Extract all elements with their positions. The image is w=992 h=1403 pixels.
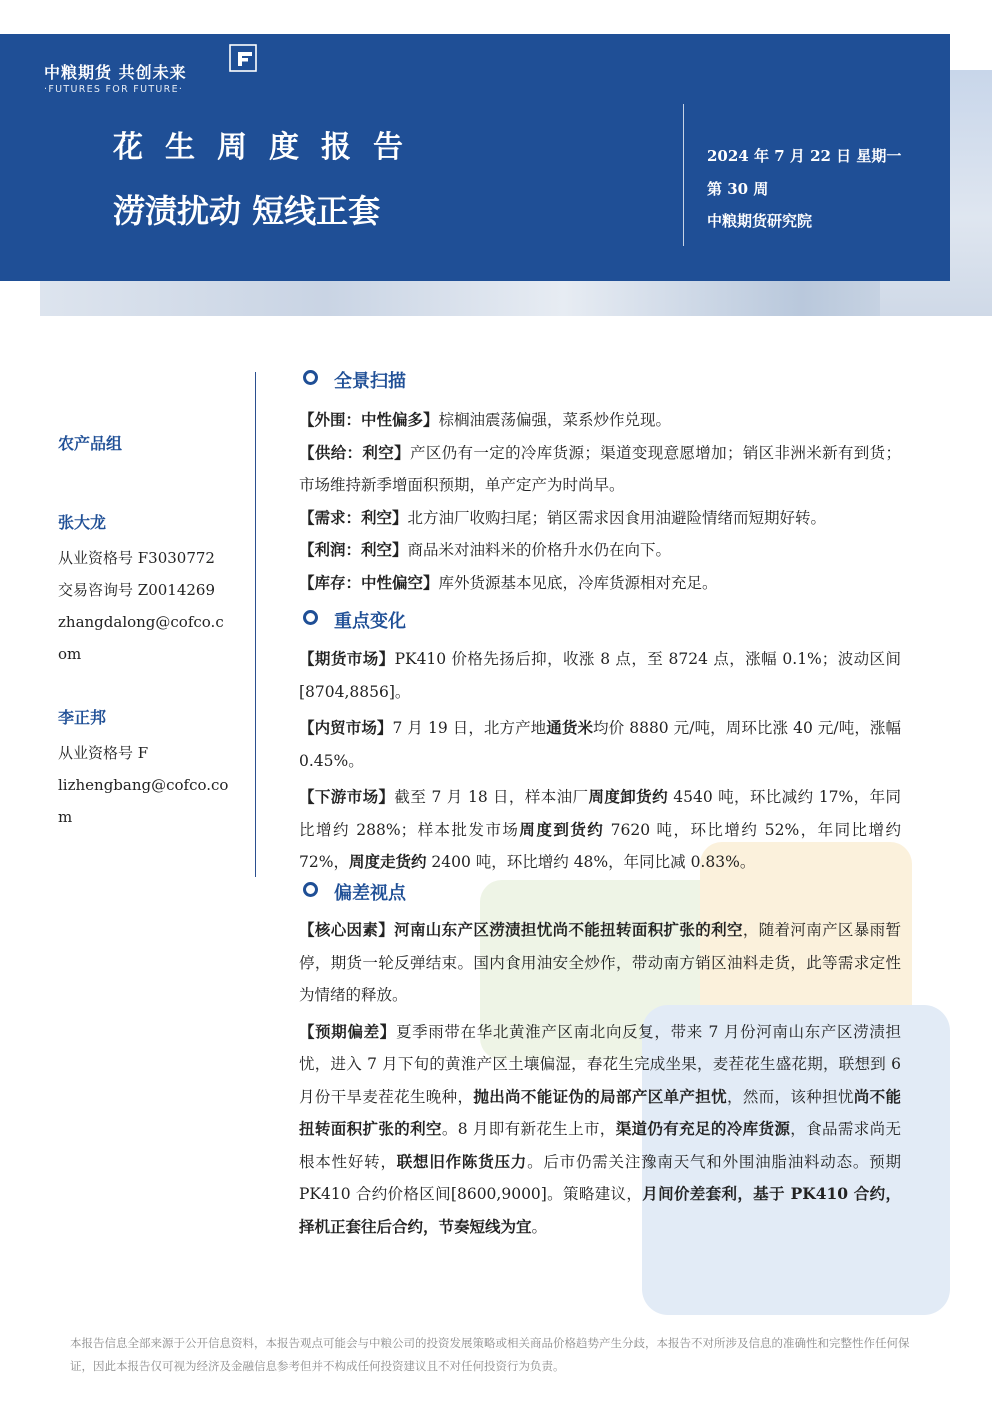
futures-paragraph: 【期货市场】PK410 价格先扬后抑，收涨 8 点，至 8724 点，涨幅 0.1%；波动区间[8704,8856]。 — [299, 649, 901, 701]
analyst-email: zhangdalong@cofco.c — [58, 613, 224, 631]
core-paragraph: 【核心因素】河南山东产区涝渍担忧尚不能扭转面积扩张的利空，随着河南产区暴雨暂停，期货一轮反弹结束。国内食用油安全炒作，带动南方销区油料走货，此等需求定性为情绪的释放。 — [299, 920, 901, 1004]
report-subtitle: 涝渍扰动 短线正套 — [113, 192, 381, 230]
overview-list — [299, 404, 901, 599]
overview-item: 【需求：利空】北方油厂收购扫尾；销区需求因食用油避险情绪而短期好转。 — [299, 507, 827, 527]
analyst-name: 张大龙 — [58, 513, 107, 532]
downstream-paragraph: 【下游市场】截至 7 月 18 日，样本油厂周度卸货约 4540 吨，环比减约 17%，年同比增约 288%；样本批发市场周度到货约 7620 吨，环比增约 52%，年同比增约 72%，周度走货约 2400 吨，环比增约 48%，年同比减 0.83%。 — [299, 787, 901, 871]
analyst-email-cont: om — [58, 645, 82, 663]
report-week: 第 30 周 — [707, 180, 769, 198]
analyst-line: 交易咨询号 Z0014269 — [58, 581, 215, 599]
domestic-paragraph: 【内贸市场】7 月 19 日，北方产地通货米均价 8880 元/吨，周环比涨 40 元/吨，涨幅 0.45%。 — [299, 718, 901, 770]
report-org: 中粮期货研究院 — [707, 212, 813, 230]
report-date: 2024 年 7 月 22 日 星期一 — [707, 147, 902, 165]
expect-paragraph: 【预期偏差】夏季雨带在华北黄淮产区南北向反复，带来 7 月份河南山东产区涝渍担忧，进入 7 月下旬的黄淮产区土壤偏湿，春花生完成坐果，麦茬花生盛花期，联想到 6 月份干旱麦茬花生晚种，抛出尚不能证伪的局部产区单产担忧，然而，该种担忧尚不能扭转面积扩张的利空。8 月即有新花生上市，渠道仍有充足的冷库货源，食品需求尚无根本性好转，联想旧作陈货压力。后市仍需关注豫南天气和外围油脂油料动态。预期 PK410 合约价格区间[8600,9000]。策略建议，月间价差套利，基于 PK410 合约，择机正套往后合约，节奏短线为宜。 — [299, 1021, 901, 1236]
analyst-info — [58, 737, 228, 833]
logo-text: 中粮期货 共创未来 — [44, 63, 187, 82]
disclaimer: 本报告信息全部来源于公开信息资料，本报告观点可能会与中粮公司的投资发展策略或相关商品价格趋势产生分歧，本报告不对所涉及信息的准确性和完整性作任何保证，因此本报告仅可视为经济及金融信息参考但并不构成任何投资建议且不对任何投资行为负责。 — [70, 1336, 910, 1373]
logo-slogan: ·FUTURES FOR FUTURE· — [44, 84, 184, 95]
overview-item: 【利润：利空】商品米对油料米的价格升水仍在向下。 — [299, 540, 672, 559]
circle-bullet-icon — [303, 370, 318, 385]
header-divider — [683, 104, 684, 246]
views-body — [299, 914, 901, 1243]
analyst-email-cont: m — [58, 808, 73, 826]
analyst-email: lizhengbang@cofco.co — [58, 776, 229, 794]
overview-item: 【供给：利空】产区仍有一定的冷库货源；渠道变现意愿增加；销区非洲米新有到货；市场维持新季增面积预期，单产定产为时尚早。 — [299, 442, 901, 494]
overview-item: 【库存：中性偏空】库外货源基本见底，冷库货源相对充足。 — [299, 572, 718, 592]
changes-body — [299, 643, 901, 879]
company-logo-icon — [229, 44, 257, 72]
analyst-name: 李正邦 — [58, 708, 107, 727]
column-divider — [255, 372, 256, 877]
analyst-line: 从业资格号 F — [58, 744, 149, 762]
report-title: 花生周度报告 — [113, 130, 425, 165]
circle-bullet-icon — [303, 610, 318, 625]
analyst-info — [58, 542, 224, 670]
group-name: 农产品组 — [58, 434, 123, 453]
overview-item: 【外围：中性偏多】棕榈油震荡偏强，菜系炒作兑现。 — [299, 410, 672, 429]
circle-bullet-icon — [303, 882, 318, 897]
analyst-line: 从业资格号 F3030772 — [58, 549, 215, 567]
